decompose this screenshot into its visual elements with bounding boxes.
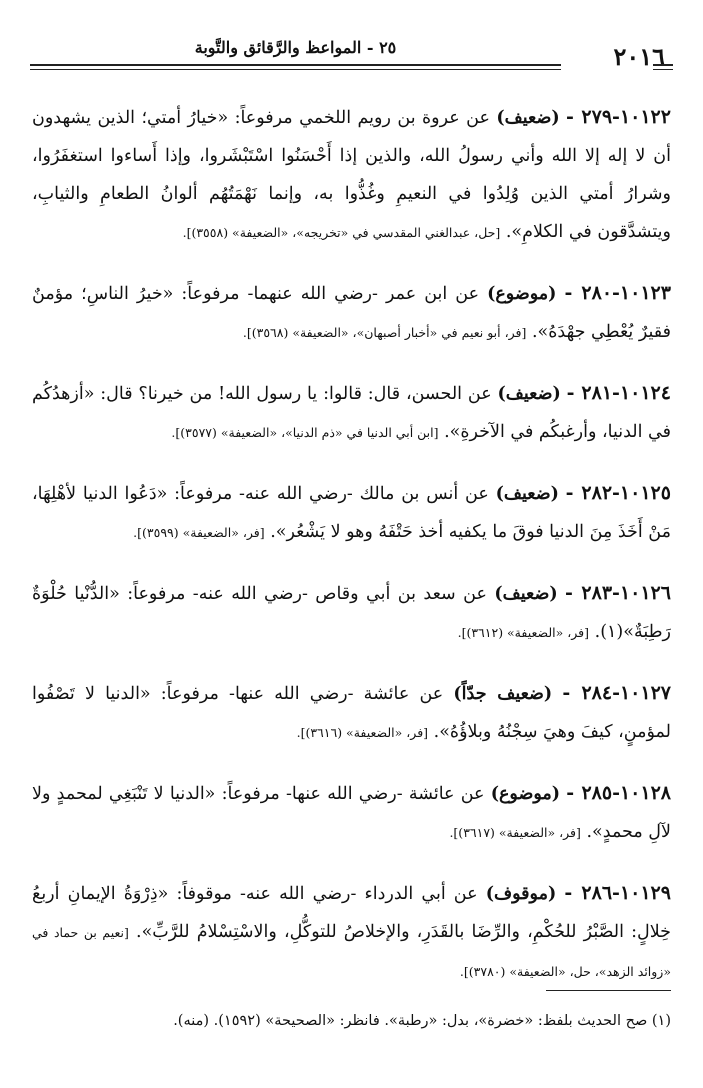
hadith-grade: (ضعيف) [496, 108, 560, 128]
hadith-number: ١٠١٢٨-٢٨٥ - [566, 782, 671, 804]
hadith-entry [32, 574, 671, 652]
hadith-text: عن سعد بن أبي وقاص -رضي الله عنه- مرفوعاً: «الدُّنْيا حُلْوَةٌ رَطِبَةٌ»(١). [32, 584, 671, 642]
hadith-number: ١٠١٢٧-٢٨٤ - [562, 682, 671, 704]
hadith-entry [32, 274, 671, 352]
hadith-grade: (ضعيف) [495, 484, 559, 504]
hadith-source: [فر، «الضعيفة» (٣٦١٢)]. [457, 625, 590, 640]
footnote: (١) صح الحديث بلفظ: «خضرة»، بدل: «رطبة». فانظر: «الصحيحة» (١٥٩٢). (منه). [173, 1013, 671, 1029]
hadith-entry [32, 774, 671, 852]
hadith-text: عن أنس بن مالك -رضي الله عنه- مرفوعاً: «دَعُوا الدنيا لأهْلِهَا، مَنْ أَخَذَ مِنَ الدنيا فوقَ ما يكفيه أخذ حَتْفَهُ وهو لا يَشْعُر». [32, 484, 671, 542]
hadith-entry [32, 474, 671, 552]
hadith-source: [فر، «الضعيفة» (٣٦١٦)]. [296, 725, 429, 740]
hadith-entry [32, 674, 671, 752]
hadith-number: ١٠١٢٣-٢٨٠ - [564, 282, 671, 304]
hadith-number: ١٠١٢٦-٢٨٣ - [565, 582, 671, 604]
hadith-grade: (موضوع) [487, 284, 557, 304]
hadith-text: عن عروة بن رويم اللخمي مرفوعاً: «خيارُ أمتي؛ الذين يشهدون أن لا إله إلا الله وأني رسولُ الله، والذين إذا أَحْسَنُوا اسْتَبْشَروا، وإذا أَساءوا استغفَرُوا، وشرارُ أمتي الذين وُلِدُوا في النعيمِ وغُذُّوا به، وإنما نَهْمَتُهُم ألوانُ الطعامِ والثيابِ، ويتشدَّقون في الكلامِ». [32, 108, 671, 242]
hadith-grade: (ضعيف جدّاً) [453, 684, 553, 704]
page-header [30, 38, 673, 74]
hadith-text: عن عائشة -رضي الله عنها- مرفوعاً: «الدنيا لا تَصْفُوا لمؤمنٍ، كيفَ وهيَ سِجْنُهُ وبلاؤُهُ». [32, 684, 671, 742]
hadith-number: ١٠١٢٩-٢٨٦ - [564, 882, 671, 904]
hadith-source: [حل، عبدالغني المقدسي في «تخريجه»، «الضعيفة» (٣٥٥٨)]. [182, 225, 501, 240]
footnote-separator [546, 990, 671, 991]
hadith-grade: (ضعيف) [494, 584, 558, 604]
hadith-source: [فر، أبو نعيم في «أخبار أصبهان»، «الضعيفة» (٣٥٦٨)]. [242, 325, 527, 340]
hadith-source: [ابن أبي الدنيا في «ذم الدنيا»، «الضعيفة» (٣٥٧٧)]. [171, 425, 439, 440]
hadith-number: ١٠١٢٥-٢٨٢ - [565, 482, 671, 504]
hadith-grade: (ضعيف) [497, 384, 561, 404]
running-title: ٢٥ - المواعظ والرَّقائق والتَّوبة [194, 38, 397, 57]
page-number: ٢٠١٦ [613, 42, 665, 71]
hadith-entry [32, 374, 671, 452]
header-rule [30, 64, 561, 70]
hadith-text: عن ابن عمر -رضي الله عنهما- مرفوعاً: «خيرُ الناسِ؛ مؤمنٌ فقيرٌ يُعْطِي جهْدَهُ». [32, 284, 671, 342]
page-body [32, 98, 671, 1013]
hadith-number: ١٠١٢٢-٢٧٩ - [566, 106, 671, 128]
hadith-text: عن عائشة -رضي الله عنها- مرفوعاً: «الدنيا لا تَنْبَغِي لمحمدٍ ولا لآلِ محمدٍ». [32, 784, 671, 842]
hadith-source: [فر، «الضعيفة» (٣٥٩٩)]. [133, 525, 265, 540]
hadith-grade: (موقوف) [485, 884, 557, 904]
header-rule-right [653, 64, 673, 70]
hadith-entry [32, 98, 671, 252]
hadith-grade: (موضوع) [490, 784, 561, 804]
hadith-text: عن أبي الدرداء -رضي الله عنه- موقوفاً: «ذِرْوَةُ الإيمانِ أربعُ خِلالٍ: الصَّبْرُ للحُكْمِ، والرِّضَا بالقَدَرِ، والإخلاصُ للتوكُّلِ، والاسْتِسْلامُ للرَّبِّ». [32, 884, 671, 942]
hadith-text: عن الحسن، قال: قالوا: يا رسول الله! من خيرنا؟ قال: «أزهدُكُم في الدنيا، وأرغبكُم في الآخرةِ». [32, 384, 671, 442]
hadith-entry [32, 874, 671, 991]
hadith-source: [فر، «الضعيفة» (٣٦١٧)]. [449, 825, 581, 840]
hadith-number: ١٠١٢٤-٢٨١ - [566, 382, 671, 404]
hadith-source: [نعيم بن حماد في «زوائد الزهد»، حل، «الضعيفة» (٣٧٨٠)]. [32, 925, 671, 979]
